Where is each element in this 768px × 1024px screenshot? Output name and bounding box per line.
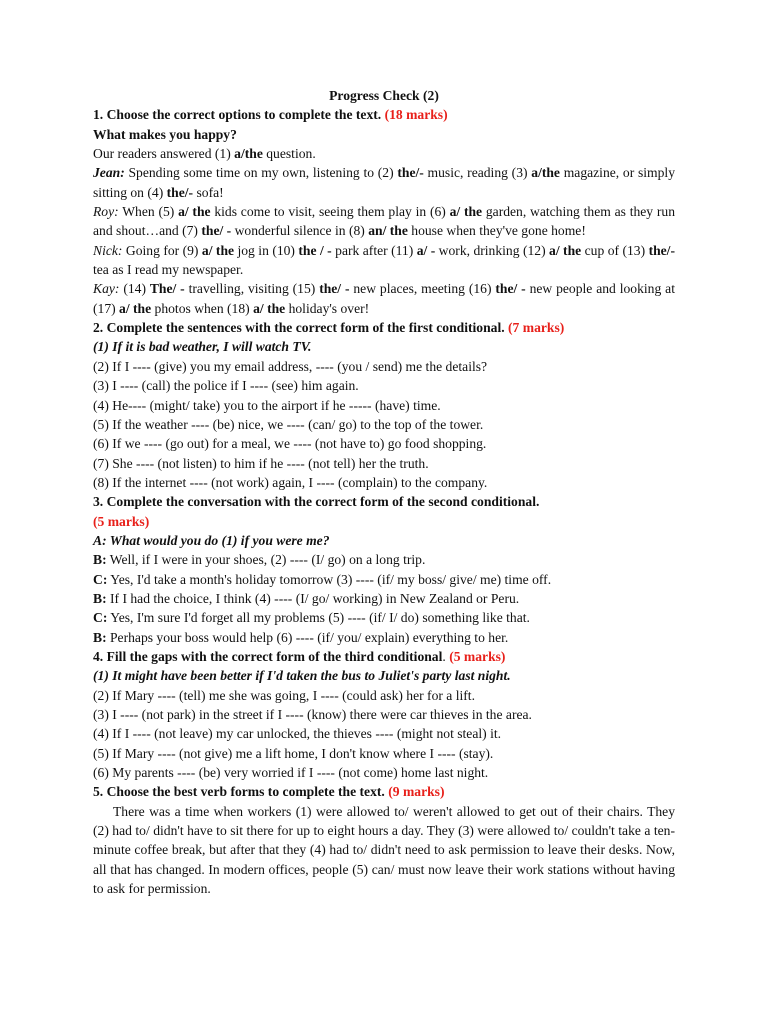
section-5-text: There was a time when workers (1) were allowed to/ weren't allowed to get out of their chairs. They (2) had to/ didn't have to sit there for up to eight hours a day. They (3) were allowed to/ couldn't take a ten-minute coffee break, but after that they (4) had to/ didn't need to ask permission to leave their desks. Now, all that has changed. In modern offices, people (5) can/ must now leave their work stations without having to ask for permission.: [93, 803, 675, 897]
nick-paragraph: Nick: Going for (9) a/ the jog in (10) the / - park after (11) a/ - work, drinking (12) a/ the cup of (13) the/- tea as I read my newspaper.: [93, 242, 675, 278]
exercise-line: (2) If I ---- (give) you my email address, ---- (you / send) me the details?: [93, 358, 488, 374]
marks-label: (18 marks): [384, 107, 448, 123]
dialogue-line: B: Perhaps your boss would help (6) ---- (if/ you/ explain) everything to her.: [93, 629, 509, 645]
dialogue-line: C: Yes, I'm sure I'd forget all my problems (5) ---- (if/ I/ do) something like that.: [93, 610, 530, 626]
section-1-heading: 1. Choose the correct options to complete the text. (18 marks): [93, 107, 448, 123]
marks-label: (7 marks): [508, 320, 565, 336]
marks-label: (5 marks): [93, 513, 150, 529]
exercise-line: (3) I ---- (call) the police if I ---- (see) him again.: [93, 378, 359, 394]
section-5-heading: 5. Choose the best verb forms to complete the text. (9 marks): [93, 784, 445, 800]
section-4-heading: 4. Fill the gaps with the correct form of the third conditional. (5 marks): [93, 648, 506, 664]
jean-paragraph: Jean: Spending some time on my own, listening to (2) the/- music, reading (3) a/the magazine, or simply sitting on (4) the/- sofa!: [93, 165, 676, 200]
dialogue-line: B: If I had the choice, I think (4) ---- (I/ go/ working) in New Zealand or Peru.: [93, 590, 520, 606]
section-3-heading: 3. Complete the conversation with the correct form of the second conditional.: [93, 494, 540, 510]
roy-paragraph: Roy: When (5) a/ the kids come to visit, seeing them play in (6) a/ the garden, watching them as they run and shout…and (7) the/ - wonderful silence in (8) an/ the house when they've gone home!: [93, 204, 675, 239]
section-1-subtitle: What makes you happy?: [93, 126, 237, 142]
exercise-line: (3) I ---- (not park) in the street if I ---- (know) there were car thieves in the area.: [93, 707, 532, 722]
marks-label: (9 marks): [388, 784, 445, 800]
exercise-line: (4) He---- (might/ take) you to the airport if he ----- (have) time.: [93, 397, 441, 413]
exercise-line: (7) She ---- (not listen) to him if he ---- (not tell) her the truth.: [93, 455, 429, 471]
section-2-heading: 2. Complete the sentences with the correct form of the first conditional. (7 marks): [93, 320, 565, 336]
dialogue-line: C: Yes, I'd take a month's holiday tomorrow (3) ---- (if/ my boss/ give/ me) time off.: [93, 571, 552, 587]
exercise-line: (6) My parents ---- (be) very worried if I ---- (not come) home last night.: [93, 765, 489, 781]
worksheet: [93, 86, 675, 898]
exercise-line: (2) If Mary ---- (tell) me she was going, I ---- (could ask) her for a lift.: [93, 687, 475, 703]
example-line: A: What would you do (1) if you were me?: [93, 532, 330, 548]
dialogue-line: B: Well, if I were in your shoes, (2) ---- (I/ go) on a long trip.: [93, 552, 426, 568]
example-line: (1) It might have been better if I'd taken the bus to Juliet's party last night.: [93, 668, 511, 684]
page-title: Progress Check (2): [329, 88, 439, 103]
marks-label: (5 marks): [449, 648, 506, 664]
exercise-line: (4) If I ---- (not leave) my car unlocked, the thieves ---- (might not steal) it.: [93, 726, 502, 742]
exercise-line: (8) If the internet ---- (not work) again, I ---- (complain) to the company.: [93, 474, 488, 490]
exercise-line: (6) If we ---- (go out) for a meal, we ---- (not have to) go food shopping.: [93, 436, 487, 452]
example-line: (1) If it is bad weather, I will watch TV.: [93, 339, 312, 355]
kay-paragraph: Kay: (14) The/ - travelling, visiting (15) the/ - new places, meeting (16) the/ - new people and looking at (17) a/ the photos when (18) a/ the holiday's over!: [93, 281, 675, 316]
exercise-line: (5) If Mary ---- (not give) me a lift home, I don't know where I ---- (stay).: [93, 745, 494, 761]
exercise-line: (5) If the weather ---- (be) nice, we ---- (can/ go) to the top of the tower.: [93, 416, 484, 432]
intro-line: Our readers answered (1) a/the question.: [93, 146, 316, 162]
